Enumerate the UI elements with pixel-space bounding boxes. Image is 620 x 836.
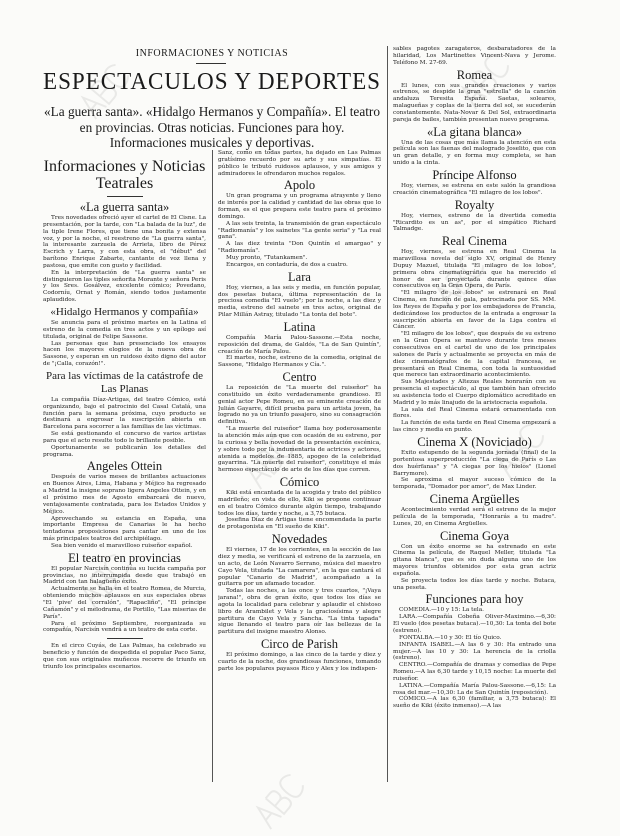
- article: [218, 533, 381, 636]
- column-divider: [212, 150, 213, 782]
- article: [43, 201, 206, 304]
- article-paragraph: "El milagro de los lobos" se estrenará en Real Cinema, en función de gala, patrocinada por SS. MM. los Reyes de España y por los embajadores de Francia, dedicándose los productos de la entrada a engrosar la suscripción abierta en favor de la Liga contra el Cáncer.: [393, 290, 556, 331]
- article-heading: Angeles Ottein: [86, 459, 163, 474]
- article: [393, 126, 556, 167]
- article-paragraph: Todas las noches, a las once y tres cuartos, "¡Vaya jarana!", obra de gran éxito, que todos los días se agota la localidad para celebrar y aplaudir el chistoso libro de Arambilet y Vela y la graciosísima y alegre partitura de Cayo Vela y Sancha. "La tinta tapada" sigue llenando el teatro para oír las bellezas de la partitura del insigne maestro Alonso.: [218, 588, 381, 636]
- article-heading: Latina: [283, 319, 316, 334]
- article: [393, 436, 556, 491]
- article: [218, 179, 381, 268]
- article-paragraph: Se anuncia para el próximo martes en la Latina el estreno de la comedia en tres actos y un epílogo así titulada, original de Felipe Sassone.: [43, 319, 206, 340]
- article-paragraph: El próximo domingo, a las cinco de la tarde y diez y cuarto de la noche, dos grandiosas funciones, tomando parte los populares payasos Rico y Alex y los indispen-: [218, 652, 381, 672]
- article-paragraph: La sala del Real Cinema estará ornamentada con flores.: [393, 406, 556, 420]
- article-heading: Funciones para hoy: [425, 592, 524, 607]
- page-headline: ESPECTACULOS Y DEPORTES: [43, 69, 381, 95]
- article-heading: Lara: [288, 269, 311, 284]
- article: [43, 306, 206, 368]
- article-paragraph: Kiki está encantada de la acogida y trato del público madrileño; en vista de ello, Kiki se propone continuar en el teatro Cómico durante algún tiempo, trabajando todos los días, tarde y noche, a 3,75 butaca.: [218, 490, 381, 517]
- article-paragraph: Se está gestionando el concurso de varios artistas para que el acto resulte todo lo brillante posible.: [43, 431, 206, 444]
- article-paragraph: Compañía María Palou-Sassone.—Esta noche, reposición del drama, de Galdós, "La de San Quintín", creación de María Palou.: [218, 334, 381, 355]
- article-paragraph: A las seis treinta, la transmisión de gran espectáculo "Radiomanía" y los sainetes "La gente seria" y "La real gana".: [218, 220, 381, 241]
- article-paragraph: "La muerte del ruiseñor" llama hoy poderosamente la atención más aún que con ocasión de su estreno, por la curiosa y bella novedad de la presentación escénica, y sobre todo por la indumentaria de actrices y actores, atenida a modelos de 1885, apogeo de la celebridad gayarrina. "La muerte del ruiseñor", constituye el más hermoso espectáculo de arte de los días que corren.: [218, 426, 381, 474]
- article-paragraph: Exito estupendo de la segunda jornada (final) de la portentosa superproducción "La ciega de París o Las dos huérfanas" y "A ciegas por los hielos" (Lionel Barrymore).: [393, 449, 556, 477]
- article-paragraph: Sus Majestades y Altezas Reales honrarán con su presencia el espectáculo, al que también han ofrecido su asistencia todo el Cuerpo diplomático acreditado en Madrid y lo más linajudo de la aristocracia española.: [393, 379, 556, 406]
- article: [393, 493, 556, 528]
- article-paragraph: Con un éxito enorme se ha estrenado en este Cinema la película, de Raquel Meller, titulada "La gitana blanca", que es sin duda alguna uno de los mayores triunfos obtenidos por esta gran actriz española.: [393, 543, 556, 577]
- article-heading: Novedades: [271, 532, 328, 547]
- article-paragraph: Aprovechando su estancia en España, una importante Empresa de Canarias le ha hecho tentadoras proposiciones para cantar en uno de los más principales teatros del archipiélago.: [43, 515, 206, 543]
- article-heading: Para las víctimas de la catástrofe de Las Planas: [46, 369, 203, 395]
- article-heading: El teatro en provincias: [68, 550, 181, 565]
- section-kicker: INFORMACIONES Y NOTICIAS: [135, 48, 289, 59]
- listing-entry: LATINA.—Compañía María Palou-Sassone.—6,15: La rosa del mar.—10,30: La de San Quintín (reposición).: [393, 682, 556, 696]
- article-paragraph: A las diez treinta "Don Quintín el amargao" y "Radiomanía".: [218, 241, 381, 255]
- listing-entry: COMEDIA.—10 y 15: La tela.: [399, 607, 484, 614]
- article-heading: Real Cinema: [442, 234, 507, 249]
- article-paragraph: Josefina Díaz de Artigas tiene encomendada la parte de protagonista en "El sueño de Kiki".: [218, 517, 381, 531]
- article-heading: Centro: [282, 370, 317, 385]
- article: [43, 158, 206, 197]
- article-paragraph: La función de esta tarde en Real Cinema empezará a las cinco y media en punto.: [393, 420, 556, 434]
- article-paragraph: El martes, noche, estreno de la comedia, original de Sassone, "Hidalgo Hermanos y Cía.".: [218, 355, 381, 369]
- article-paragraph: Hoy, viernes, a las seis y media, en función popular, dos pesetas butaca, última representación de la preciosa comedia "El vuelo"; por la noche, a las diez y media, estreno del sainete en tres actos, original de Pilar Millán Astray, titulado "La tonta del bote".: [218, 284, 381, 319]
- article-paragraph: Para el próximo Septiembre, reorganizada su compañía, Narcisín vendrá a un teatro de esta corte.: [43, 620, 206, 634]
- article: [218, 476, 381, 531]
- article-paragraph: Encargos, en contaduría, de dos a cuatro.: [226, 261, 348, 268]
- separator-rule: [107, 638, 143, 639]
- article: [393, 530, 556, 592]
- article-paragraph: Actualmente se halla en el teatro Romea, de Murcia, obteniendo muchos aplausos en sus especiales obras "El 'pive' del corralón", "Rapacliño", "El príncipe Cañamón" y el melodrama, de Portillo, "Las miserias de París".: [43, 586, 206, 620]
- article-paragraph: Hoy, viernes, se estrena en este salón la grandiosa creación cinematográfica "El milagro de los lobos".: [393, 182, 556, 196]
- article-paragraph: Sea bien venido el maravilloso ruiseñor español.: [51, 542, 193, 549]
- article: [43, 370, 206, 459]
- article-heading: «Hidalgo Hermanos y compañía»: [50, 305, 199, 318]
- listing-entry: LARA.—Compañía Cobeña Oliver-Maximino.—6,30: El vuelo (dos pesetas butaca).—10,30: La tonta del bote (estreno).: [393, 614, 556, 634]
- column-left: [43, 158, 206, 784]
- article-heading: Royalty: [454, 197, 495, 212]
- article: [393, 593, 556, 710]
- column-middle: [218, 150, 381, 784]
- listing-entry: CÓMICO.—A las 6,30 (familiar, a 3,75 butaca): El sueño de Kiki (éxito inmenso).—A las: [393, 696, 556, 710]
- article: [218, 271, 381, 319]
- headline-box: [43, 66, 381, 98]
- article: [218, 371, 381, 474]
- article-paragraph: El lunes, con sus grandes creaciones y varios estrenos, se despide la gran "estrella" de la canción andaluza Teresita España. Saetas, soleares, malagueñas y coplas de la tierra del sol, se sucederán constantemente. Nata-Novar & Del Sol, extraordinaria pareja de bailes, también presentan nuevo programa.: [393, 82, 556, 123]
- article-paragraph: La reposición de "La muerte del ruiseñor" ha constituído un éxito verdaderamente grandioso. El genial actor Pepe Romeu, en su eminente creación de Julián Gayarre, difícil prueba para un artista joven, ha logrado no ya un triunfo pasajero, sino su consagración definitiva.: [218, 385, 381, 426]
- headline-summary: «La guerra santa». «Hidalgo Hermanos y Compañía». El teatro en provincias. Otras noticias. Funciones para hoy. Informaciones musicales y deportivas.: [43, 104, 380, 150]
- listing-entry: CENTRO.—Compañía de dramas y comedias de Pepe Romeu.—A las 6,30 tarde y 10,15 noche: La muerte del ruiseñor.: [393, 662, 556, 682]
- article: [43, 643, 206, 670]
- article-paragraph: Se proyecta todos los días tarde y noche. Butaca, una peseta.: [393, 577, 556, 591]
- article-paragraph: Oportunamente se publicarán los detalles del programa.: [43, 444, 206, 458]
- article-heading: Cinema Goya: [439, 528, 510, 543]
- article-paragraph: El viernes, 17 de los corrientes, en la sección de las diez y media, se verificará el estreno de la zarzuela, en un acto, de León Navarro Serrano, música del maestro Cayo Vela, titulada "La camarera", en la que cantará el popular "Canario de Madrid", acompañado a la guitarra por un afamado tocador.: [218, 547, 381, 588]
- article: [43, 460, 206, 549]
- column-divider: [387, 46, 388, 782]
- article: [393, 235, 556, 434]
- listing-entry: FONTALBA.—10 y 30: El tío Quico.: [399, 634, 502, 641]
- article: [218, 638, 381, 673]
- column-title: Informaciones y Noticias Teatrales: [43, 158, 206, 192]
- article-paragraph: Las personas que han presenciado los ensayos hacen los mayores elogios de la nueva obra de Sassone, y esperan en un ruidoso éxito digno del autor de "¡Calla, corazón!".: [43, 340, 206, 368]
- article-heading: Cinema Argüelles: [429, 492, 520, 507]
- article-heading: Príncipe Alfonso: [432, 167, 517, 182]
- article-paragraph: Una de las cosas que más llama la atención en esta película son las faenas del malogrado Joselito, que con un gran detalle, y en forma muy completa, se han unido a la cinta.: [393, 139, 556, 167]
- article-heading: «La guerra santa»: [79, 200, 170, 214]
- article-heading: Apolo: [283, 178, 316, 193]
- article-paragraph: Muy pronto, "Tutankamen".: [226, 254, 308, 261]
- article-paragraph: Hoy, viernes, se estrena en Real Cinema la maravillosa novela del siglo XV, original de Henry Dupuy Mazuel, titulada "El milagro de los lobos", primera obra cinematográfica que ha merecido el honor de ser proyectada durante quince días consecutivos en la Gran Opera, de París.: [393, 249, 556, 290]
- article: [218, 150, 381, 177]
- article-heading: Romea: [456, 67, 493, 82]
- article-paragraph: Sanz, como en todas partes, ha dejado en Las Palmas gratísimo recuerdo por su arte y sus simpatías. El público le tributó ruidosos aplausos, y sus amigos y admiradores le ofrendaron muchos regalos.: [218, 150, 381, 177]
- article-paragraph: El popular Narcisín continúa su lucida campaña por provincias, no interrumpida desde que trabajó en Madrid con tan halagüeño éxito.: [43, 565, 206, 586]
- separator-rule: [107, 196, 143, 197]
- column-right: [393, 46, 556, 784]
- article: [43, 552, 206, 639]
- article-paragraph: Después de varios meses de brillantes actuaciones en Buenos Aires, Lima, Habana y Méjico ha regresado a Madrid la insigne soprano ligera Angeles Ottein, y en el próximo mes de Agosto embarcará de nuevo, ventajosamente contratada, para los Estados Unidos y Méjico.: [43, 474, 206, 515]
- article: [218, 321, 381, 369]
- article-paragraph: En la interpretación de "La guerra santa" se distinguieron las tiples señorita Morante y señora Peris y los Sres. Gosálvez, excelente cómico; Povedano, Codorníu, Ornat y Román, siendo todos justamente aplaudidos.: [43, 269, 206, 304]
- listing-entry: INFANTA ISABEL.—A las 6 y 30: Ha entrado una mujer.—A las 10 y 30: La herencia de la criolla (estreno).: [393, 641, 556, 662]
- article-paragraph: Se aproxima el mayor suceso cómico de la temporada, "Domador por amor", de Max Linder.: [393, 477, 556, 491]
- article-paragraph: Acontecimiento verdad será el estreno de la mejor película de la temporada, "Honrarás a tu madre". Lunes, 20, en Cinema Argüelles.: [393, 507, 556, 527]
- article-heading: Circo de Parish: [260, 637, 339, 652]
- article: [393, 46, 556, 67]
- headline-rule: [196, 63, 226, 64]
- article-heading: Cómico: [279, 475, 320, 490]
- article-paragraph: sables pagotes zaragateros, desbaratadores de la hilaridad, Los Martinettes Vincent-Nava y Jerome. Teléfono M. 27-69.: [393, 46, 556, 66]
- article-paragraph: "El milagro de los lobos", que después de su estreno en la Gran Opera se mantuvo durante tres meses consecutivos en el cartel de uno de los principales salones de París y actualmente se proyecta en más de diez cinematógrafos de la capital francesa, se presentará en Real Cinema, con toda la suntuosidad que merece tan extraordinario acontecimiento.: [393, 331, 556, 379]
- article-heading: Cinema X (Noviciado): [417, 434, 532, 449]
- article: [393, 169, 556, 197]
- article: [393, 199, 556, 234]
- article-paragraph: Tres novedades ofreció ayer el cartel de El Cisne. La presentación, por la tarde, con "La balada de la luz", de la tiple Irene Flores, que tiene una bonita y extensa voz, y por la noche, el reestreno de "La guerra santa", la interesante zarzuela de Arrieta, libro de Pérez Escrich y Larra, y con esta obra, el "début" del barítono Enrique Zabarte, cantante de voz llena y pastosa, que emite con gusto y facilidad.: [43, 215, 206, 269]
- article-paragraph: Hoy, viernes, estreno de la divertida comedia "Ricardito es un as", por el simpático Richard Talmadge.: [393, 212, 556, 233]
- article-paragraph: En el circo Cuyás, de Las Palmas, ha celebrado su beneficio y función de despedida el popular Paco Sanz, que con sus originales muñecos recorre de triunfo en triunfo los principales escenarios.: [43, 643, 206, 670]
- article-heading: «La gitana blanca»: [426, 124, 523, 139]
- article-paragraph: La compañía Díaz-Artigas, del teatro Cómico, está organizando, bajo el patrocinio del Casal Catalá, una función para la semana próxima, cuyo producto se destinará a engrosar la suscripción abierta en Barcelona para socorrer a las familias de las víctimas.: [43, 396, 206, 431]
- article-paragraph: Un gran programa y un programa atrayente y lleno de interés por la calidad y cantidad de las obras que lo forman, es el que prepara este teatro para el próximo domingo.: [218, 193, 381, 220]
- article: [393, 69, 556, 124]
